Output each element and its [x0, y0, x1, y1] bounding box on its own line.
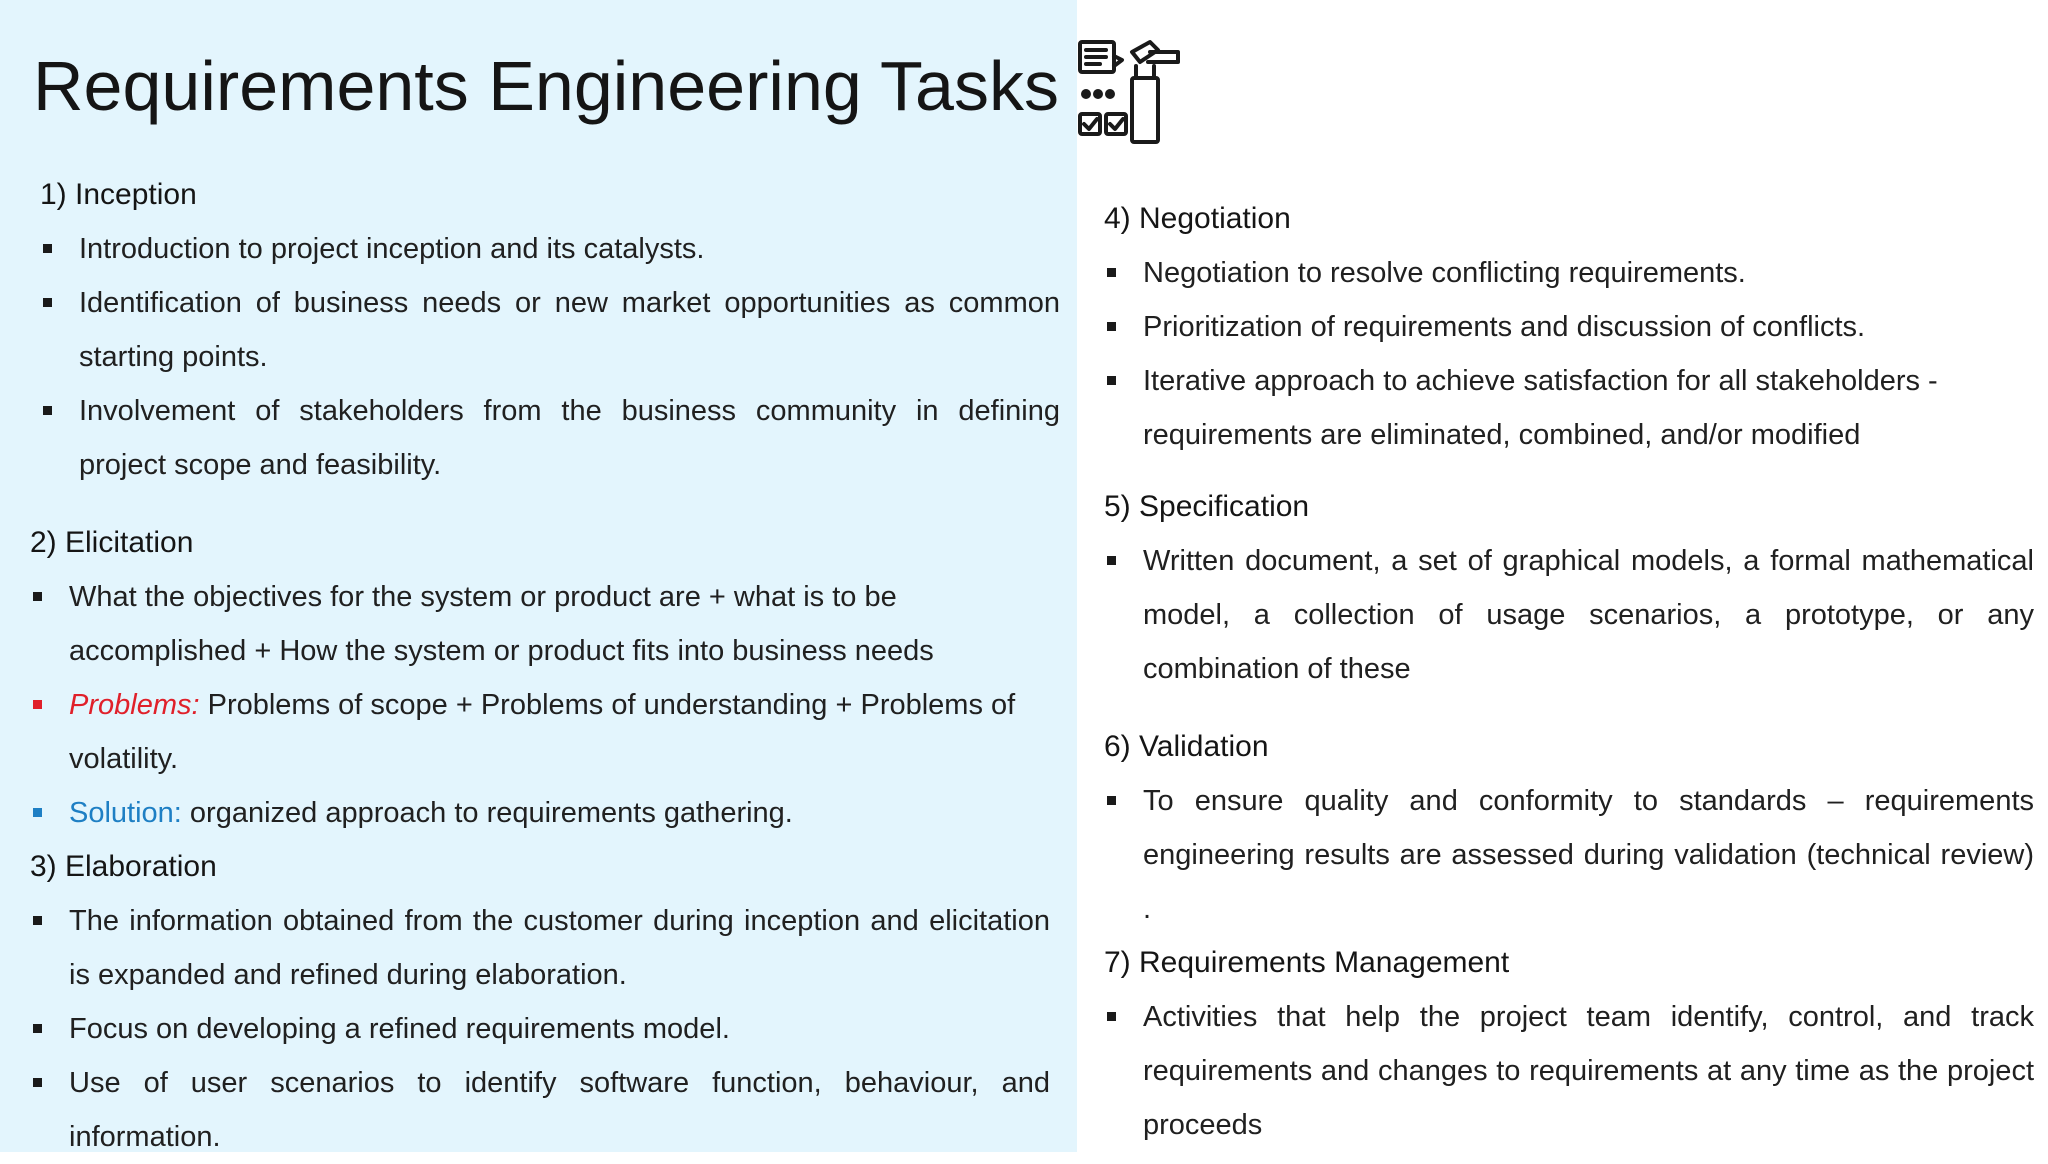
square-bullet-icon: [1107, 1012, 1116, 1021]
section-heading: 4) Negotiation: [1104, 202, 1291, 235]
section-specification: [1104, 480, 2034, 696]
elaboration-list: [30, 894, 1050, 1164]
section-heading: 7) Requirements Management: [1104, 946, 1510, 979]
square-bullet-icon: [33, 1024, 42, 1033]
problems-label: Problems:: [69, 689, 200, 721]
list-item: Involvement of stakeholders from the business community in defining project scope and feasibility.: [40, 384, 1060, 492]
section-management: [1104, 936, 2034, 1152]
square-bullet-icon: [33, 916, 42, 925]
elicitation-list: [30, 570, 1060, 840]
list-item: What the objectives for the system or product are + what is to be accomplished + How the system or product fits into business needs: [30, 570, 1060, 678]
specification-list: [1104, 534, 2034, 696]
section-inception: [30, 168, 1060, 492]
inception-list: [40, 222, 1060, 492]
square-bullet-icon: [43, 298, 52, 307]
section-negotiation: [1104, 192, 2034, 462]
section-heading: 1) Inception: [40, 178, 197, 211]
square-bullet-icon: [33, 1078, 42, 1087]
section-heading: 5) Specification: [1104, 490, 1310, 523]
list-item: Activities that help the project team identify, control, and track requirements and changes to requirements at any time as the project proceeds: [1104, 990, 2034, 1152]
square-bullet-icon: [43, 244, 52, 253]
square-bullet-icon: [33, 700, 42, 709]
page-title: Requirements Engineering Tasks: [33, 47, 1059, 125]
square-bullet-icon: [33, 592, 42, 601]
list-item: Identification of business needs or new market opportunities as common starting points.: [40, 276, 1060, 384]
square-bullet-icon: [1107, 376, 1116, 385]
section-heading: 2) Elicitation: [30, 526, 194, 559]
section-heading: 3) Elaboration: [30, 850, 217, 883]
validation-list: [1104, 774, 2034, 936]
negotiation-list: [1104, 246, 2034, 462]
list-item: Use of user scenarios to identify software function, behaviour, and information.: [30, 1056, 1050, 1164]
square-bullet-icon: [1107, 322, 1116, 331]
list-item: Introduction to project inception and its catalysts.: [40, 222, 1060, 276]
section-elaboration: [30, 840, 1060, 1164]
list-item: Prioritization of requirements and discussion of conflicts.: [1104, 300, 2034, 354]
list-item: Problems: Problems of scope + Problems of understanding + Problems of volatility.: [30, 678, 1060, 786]
section-heading: 6) Validation: [1104, 730, 1269, 763]
management-list: [1104, 990, 2034, 1152]
right-column: [1104, 192, 2034, 1152]
section-validation: [1104, 720, 2034, 936]
list-item: Solution: organized approach to requirements gathering.: [30, 786, 1060, 840]
list-item: To ensure quality and conformity to standards – requirements engineering results are assessed during validation (technical review) .: [1104, 774, 2034, 936]
square-bullet-icon: [43, 406, 52, 415]
list-item: Iterative approach to achieve satisfaction for all stakeholders - requirements are eliminated, combined, and/or modified: [1104, 354, 2034, 462]
list-item: The information obtained from the customer during inception and elicitation is expanded and refined during elaboration.: [30, 894, 1050, 1002]
square-bullet-icon: [1107, 268, 1116, 277]
left-column: [30, 168, 1060, 1164]
requirements-checklist-icon: [1076, 38, 1184, 146]
list-item: Focus on developing a refined requirements model.: [30, 1002, 1050, 1056]
list-item: Negotiation to resolve conflicting requirements.: [1104, 246, 2034, 300]
solution-label: Solution:: [69, 797, 182, 829]
square-bullet-icon: [1107, 796, 1116, 805]
list-item: Written document, a set of graphical models, a formal mathematical model, a collection of usage scenarios, a prototype, or any combination of these: [1104, 534, 2034, 696]
square-bullet-icon: [1107, 556, 1116, 565]
square-bullet-icon: [33, 808, 42, 817]
section-elicitation: [30, 516, 1060, 840]
